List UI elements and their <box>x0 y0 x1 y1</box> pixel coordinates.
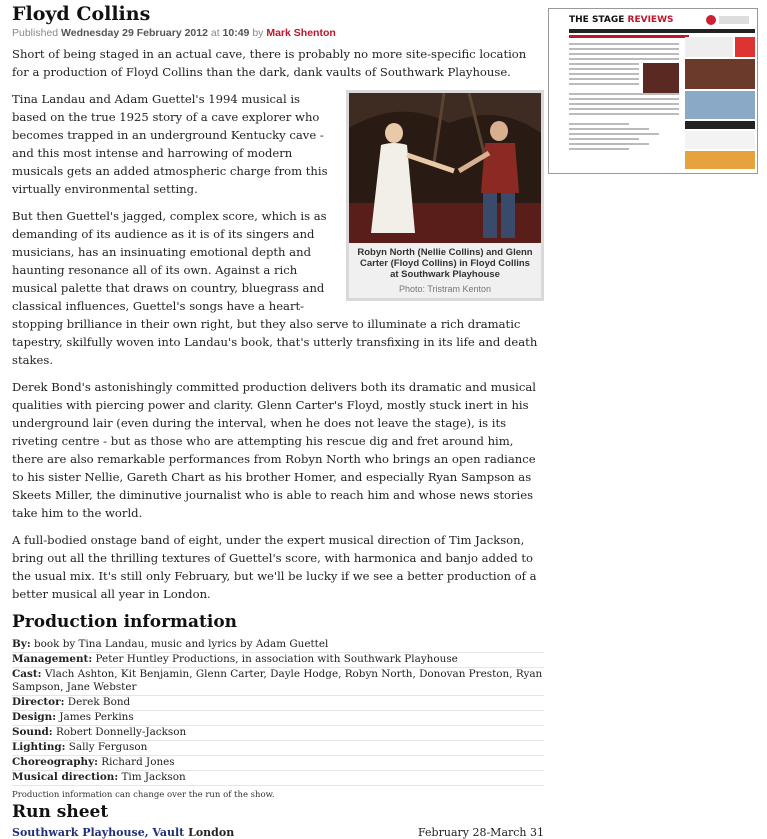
info-value: book by Tina Landau, music and lyrics by Adam Guettel <box>33 638 329 650</box>
paragraph-4: Derek Bond's astonishingly committed production delivers both its dramatic and musical qualities with piercing power and clarity. Glenn Carter's Floyd, mostly stuck inert in his underground lair (even during the interval, when he does not leave the stage), is its riveting centre - but as those who are attempting his rescue dig and fret around him, there are also remarkable performances from Robyn North who brings an open radiance to his sister Nellie, Gareth Chart as his brother Homer, and especially Ryan Sampson as Skeets Miller, the diminutive journalist who is able to reach him and whose news stories take him to the world. <box>12 380 536 520</box>
info-label: Cast: <box>12 668 42 680</box>
photo-caption: Robyn North (Nellie Collins) and Glenn Carter (Floyd Collins) in Floyd Collins at Southwark Playhouse <box>357 247 533 280</box>
info-value: Peter Huntley Productions, in association with Southwark Playhouse <box>95 653 458 665</box>
byline <box>12 27 544 39</box>
info-row-management <box>12 653 544 668</box>
venue-name[interactable]: Southwark Playhouse, Vault <box>12 826 185 839</box>
info-label: Musical direction: <box>12 771 119 783</box>
byline-by: by <box>252 27 264 39</box>
info-value: Robert Donnelly-Jackson <box>55 726 187 738</box>
info-row-by <box>12 638 544 653</box>
page-thumbnail[interactable] <box>548 8 758 174</box>
photo-credit: Photo: Tristram Kenton <box>398 284 492 294</box>
run-dates: February 28-March 31 <box>418 826 544 839</box>
stage-logo-section: REVIEWS <box>627 15 674 25</box>
production-note: Production information can change over the run of the show. <box>12 790 275 800</box>
info-value: Richard Jones <box>101 756 175 768</box>
info-label: Choreography: <box>12 756 98 768</box>
info-row-sound <box>12 726 544 741</box>
author-link[interactable]: Mark Shenton <box>266 27 336 39</box>
paragraph-1: Short of being staged in an actual cave, there is probably no more site-specific location for a production of Floyd Collins than the dark, dank vaults of Southwark Playhouse. <box>12 47 527 79</box>
stage-logo-name: THE STAGE <box>569 15 625 25</box>
article-title: Floyd Collins <box>12 3 151 25</box>
info-value: Vlach Ashton, Kit Benjamin, Glenn Carter, Dayle Hodge, Robyn North, Donovan Preston, Ryan Sampson, Jane Webster <box>12 668 543 693</box>
production-heading: Production information <box>12 612 238 632</box>
paragraph-2: Tina Landau and Adam Guettel's 1994 musical is based on the true 1925 story of a cave explorer who becomes trapped in an underground Kentucky cave - and this most intense and harrowing of modern musicals gets an added atmospheric charge from this virtually environmental setting. <box>12 92 328 196</box>
byline-at: at <box>210 27 220 39</box>
info-label: By: <box>12 638 31 650</box>
info-value: Sally Ferguson <box>68 741 148 753</box>
thumbnail-graphic <box>549 9 757 173</box>
article-photo[interactable] <box>346 90 544 301</box>
info-row-design <box>12 711 544 726</box>
publish-date: Wednesday 29 February 2012 <box>61 27 208 39</box>
info-label: Lighting: <box>12 741 66 753</box>
info-value: Tim Jackson <box>121 771 186 783</box>
info-value: James Perkins <box>59 711 134 723</box>
info-label: Sound: <box>12 726 53 738</box>
run-sheet-heading: Run sheet <box>12 802 109 822</box>
info-row-choreography <box>12 756 544 771</box>
production-info-list <box>12 638 544 786</box>
production-photo <box>349 93 541 243</box>
info-row-director <box>12 696 544 711</box>
article <box>12 0 544 839</box>
publish-time: 10:49 <box>222 27 250 39</box>
info-row-musical-direction <box>12 771 544 786</box>
paragraph-3: But then Guettel's jagged, complex score, which is as demanding of its audience as it is of its singers and musicians, has an insinuating emotional depth and haunting resonance all of its own. Against a rich musical palette that draws on country, bluegrass and classical influences, Guettel's songs have a heart-stopping brilliance in their own right, but they also serve to illuminate a rich dramatic tapestry, skilfully woven into Landau's book, that's utterly transfixing in its life and death stakes. <box>12 209 538 367</box>
info-label: Director: <box>12 696 65 708</box>
info-value: Derek Bond <box>67 696 131 708</box>
info-row-lighting <box>12 741 544 756</box>
run-sheet-row <box>12 826 544 839</box>
venue-city: London <box>188 826 235 839</box>
paragraph-5: A full-bodied onstage band of eight, under the expert musical direction of Tim Jackson, bring out all the thrilling textures of Guettel's score, with harmonica and banjo added to the usual mix. It's still only February, but we'll be lucky if we see a better production of a better musical all year in London. <box>12 533 537 601</box>
info-label: Design: <box>12 711 57 723</box>
info-row-cast <box>12 668 544 696</box>
info-label: Management: <box>12 653 93 665</box>
byline-prefix: Published <box>12 27 59 39</box>
venue-link[interactable] <box>12 826 234 839</box>
